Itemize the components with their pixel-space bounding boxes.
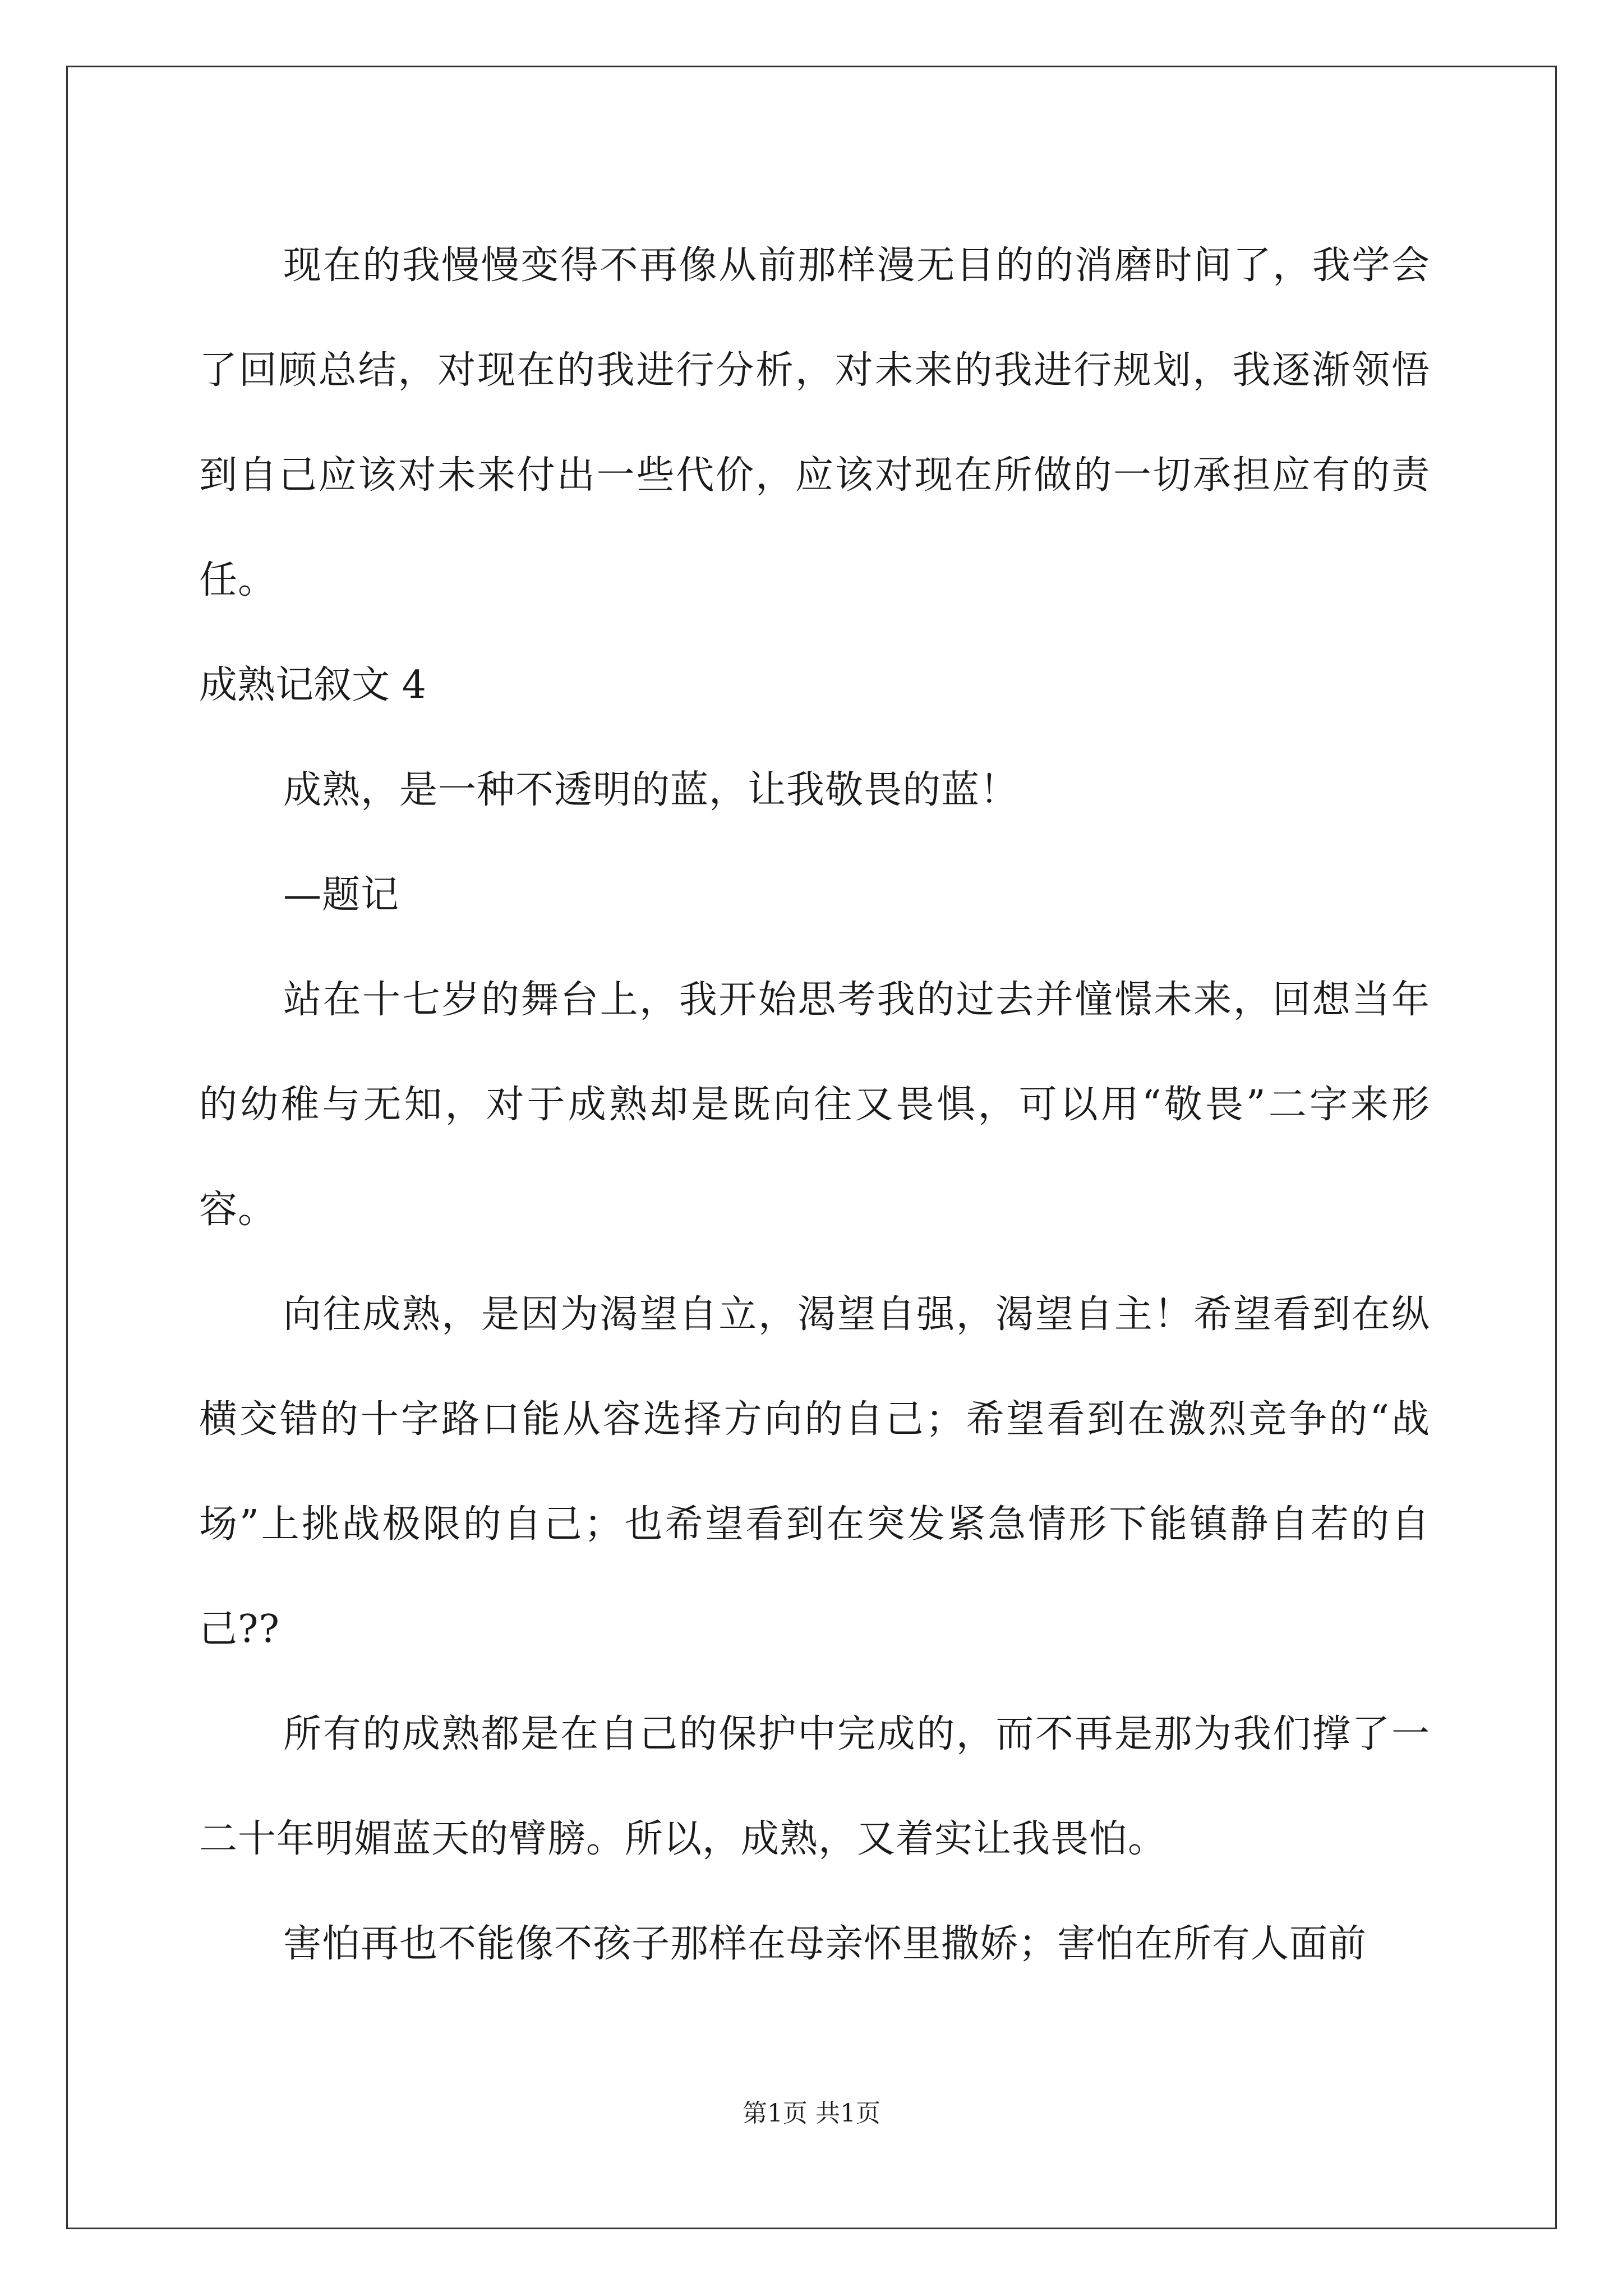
page-footer: 第1页 共1页: [743, 2099, 880, 2128]
section-heading: 成熟记叙文 4: [199, 663, 426, 707]
document-body: [199, 213, 1430, 1996]
paragraph-inscription: —题记: [283, 873, 400, 917]
paragraph-epigraph: 成熟，是一种不透明的蓝，让我敬畏的蓝！: [283, 768, 1019, 812]
paragraph-reflection: 现在的我慢慢变得不再像从前那样漫无目的的消磨时间了，我学会了回顾总结，对现在的我进行分析，对未来的我进行规划，我逐渐领悟到自己应该对未来付出一些代价，应该对现在所做的一切承担应有的责任。: [199, 243, 1430, 602]
paragraph-seventeen: 站在十七岁的舞台上，我开始思考我的过去并憧憬未来，回想当年的幼稚与无知，对于成熟却是既向往又畏惧，可以用“敬畏”二字来形容。: [199, 978, 1430, 1232]
paragraph-yearning: 向往成熟，是因为渴望自立，渴望自强，渴望自主！希望看到在纵横交错的十字路口能从容选择方向的自己；希望看到在激烈竞争的“战场”上挑战极限的自己；也希望看到在突发紧急情形下能镇静自若的自己??: [199, 1292, 1430, 1651]
paragraph-fear: 害怕再也不能像不孩子那样在母亲怀里撒娇；害怕在所有人面前: [283, 1922, 1367, 1966]
paragraph-protection: 所有的成熟都是在自己的保护中完成的，而不再是那为我们撑了一二十年明媚蓝天的臂膀。所以，成熟，又着实让我畏怕。: [199, 1712, 1430, 1861]
